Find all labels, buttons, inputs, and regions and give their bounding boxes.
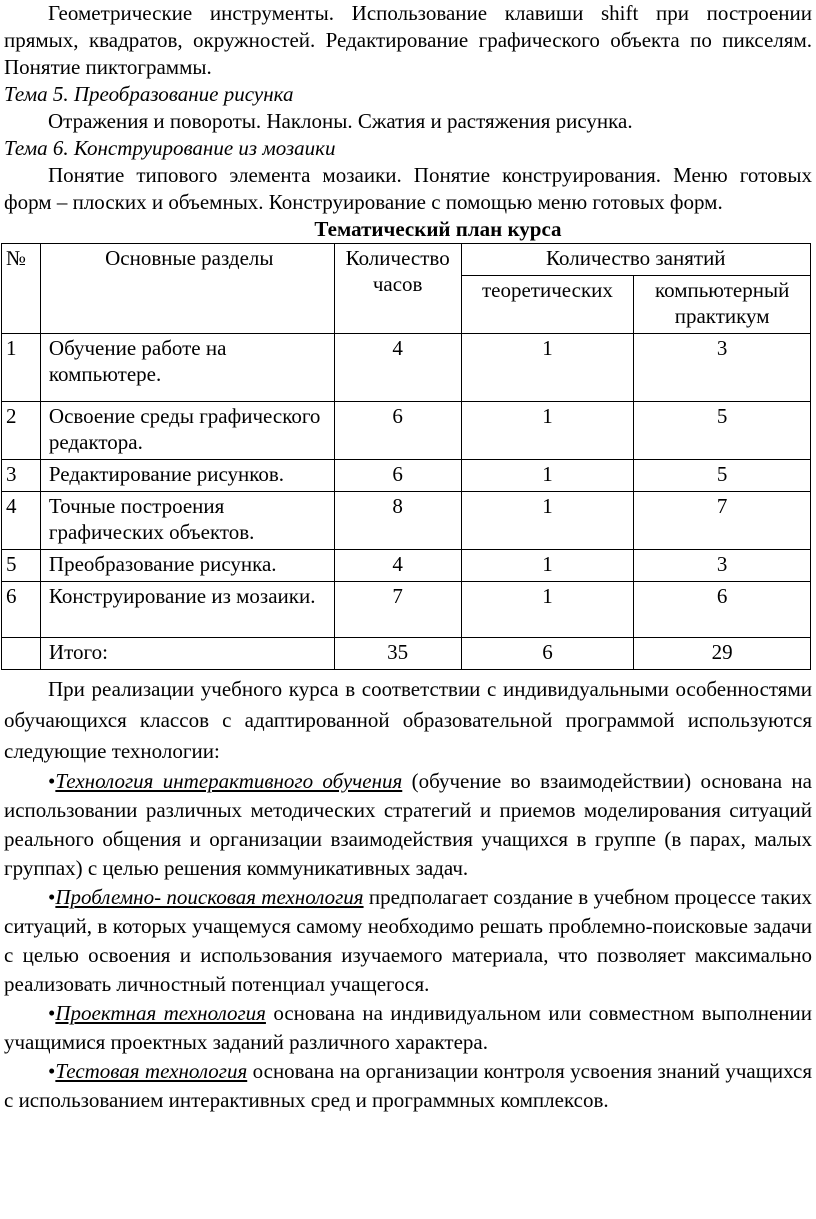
row-theory: 1	[461, 582, 634, 638]
total-theory: 6	[461, 638, 634, 670]
row-theory: 1	[461, 402, 634, 460]
table-row	[2, 402, 811, 460]
row-theory: 1	[461, 550, 634, 582]
tech-item-project	[4, 999, 812, 1057]
tech-item-interactive	[4, 767, 812, 883]
row-section: Конструирование из мозаики.	[40, 582, 334, 638]
row-theory: 1	[461, 460, 634, 492]
bullet-icon: •	[48, 769, 56, 793]
table-title: Тематический план курса	[314, 217, 562, 241]
row-section: Обучение работе на компьютере.	[40, 334, 334, 402]
topic-6-title: Тема 6. Конструирование из мозаики	[4, 136, 336, 160]
tech-description: основана на организации контроля усвоения знаний учащихся с использованием интерактивных сред и программных комплексов.	[4, 1059, 812, 1112]
tech-description: предполагает создание в учебном процессе таких ситуаций, в которых учащемуся самому необходимо решать проблемно-поисковые задачи с целью освоения и использования изучаемого материала, что позволяет максимально реализовать личностный потенциал учащегося.	[4, 885, 812, 996]
tech-name: Технология интерактивного обучения	[55, 769, 403, 793]
header-hours: Количество часов	[334, 244, 461, 334]
tech-item-test	[4, 1057, 812, 1115]
total-label: Итого:	[40, 638, 334, 670]
bullet-icon: •	[48, 885, 56, 909]
row-hours: 4	[334, 334, 461, 402]
row-section: Преобразование рисунка.	[40, 550, 334, 582]
row-num: 1	[2, 334, 41, 402]
table-row	[2, 334, 811, 402]
table-row	[2, 550, 811, 582]
row-theory: 1	[461, 334, 634, 402]
document-page	[4, 0, 812, 1115]
row-hours: 7	[334, 582, 461, 638]
row-hours: 6	[334, 402, 461, 460]
row-practice: 3	[634, 550, 811, 582]
table-row	[2, 460, 811, 492]
row-practice: 5	[634, 402, 811, 460]
table-row	[2, 492, 811, 550]
row-num: 4	[2, 492, 41, 550]
total-hours: 35	[334, 638, 461, 670]
table-header-row	[2, 244, 811, 276]
row-hours: 8	[334, 492, 461, 550]
row-num: 5	[2, 550, 41, 582]
header-practice: компьютерный практикум	[634, 276, 811, 334]
tech-name: Проблемно- поисковая технология	[55, 885, 364, 909]
tech-item-problem-search	[4, 883, 812, 999]
table-row	[2, 582, 811, 638]
row-hours: 6	[334, 460, 461, 492]
total-practice: 29	[634, 638, 811, 670]
tech-name: Проектная технология	[55, 1001, 266, 1025]
course-plan-table	[1, 243, 811, 670]
header-theory: теоретических	[461, 276, 634, 334]
tech-name: Тестовая технология	[55, 1059, 248, 1083]
total-num	[2, 638, 41, 670]
tech-description: (обучение во взаимодействии) основана на использовании различных методических стратегий и приемов моделирования ситуаций реального общения и организации взаимодействия учащихся в группе (в парах, малых группах) с целью решения коммуникативных задач.	[4, 769, 812, 880]
tech-description: основана на индивидуальном или совместном выполнении учащимися проектных заданий различного характера.	[4, 1001, 812, 1054]
row-hours: 4	[334, 550, 461, 582]
bullet-icon: •	[48, 1059, 56, 1083]
row-practice: 6	[634, 582, 811, 638]
header-num: №	[2, 244, 41, 334]
intro-paragraph: Геометрические инструменты. Использование клавиши shift при построении прямых, квадратов, окружностей. Редактирование графического объекта по пикселям. Понятие пиктограммы.	[4, 1, 812, 79]
table-total-row	[2, 638, 811, 670]
topic-5-title: Тема 5. Преобразование рисунка	[4, 82, 294, 106]
technologies-intro: При реализации учебного курса в соответствии с индивидуальными особенностями обучающихся классов с адаптированной образовательной программой используются следующие технологии:	[4, 677, 812, 763]
row-num: 6	[2, 582, 41, 638]
bullet-icon: •	[48, 1001, 56, 1025]
header-sections: Основные разделы	[40, 244, 334, 334]
row-section: Точные построения графических объектов.	[40, 492, 334, 550]
topic-6-text: Понятие типового элемента мозаики. Понятие конструирования. Меню готовых форм – плоских и объемных. Конструирование с помощью меню готовых форм.	[4, 163, 812, 214]
row-section: Освоение среды графического редактора.	[40, 402, 334, 460]
row-num: 3	[2, 460, 41, 492]
row-num: 2	[2, 402, 41, 460]
row-section: Редактирование рисунков.	[40, 460, 334, 492]
row-practice: 7	[634, 492, 811, 550]
row-practice: 5	[634, 460, 811, 492]
row-theory: 1	[461, 492, 634, 550]
row-practice: 3	[634, 334, 811, 402]
header-lessons: Количество занятий	[461, 244, 810, 276]
topic-5-text: Отражения и повороты. Наклоны. Сжатия и растяжения рисунка.	[48, 109, 633, 133]
